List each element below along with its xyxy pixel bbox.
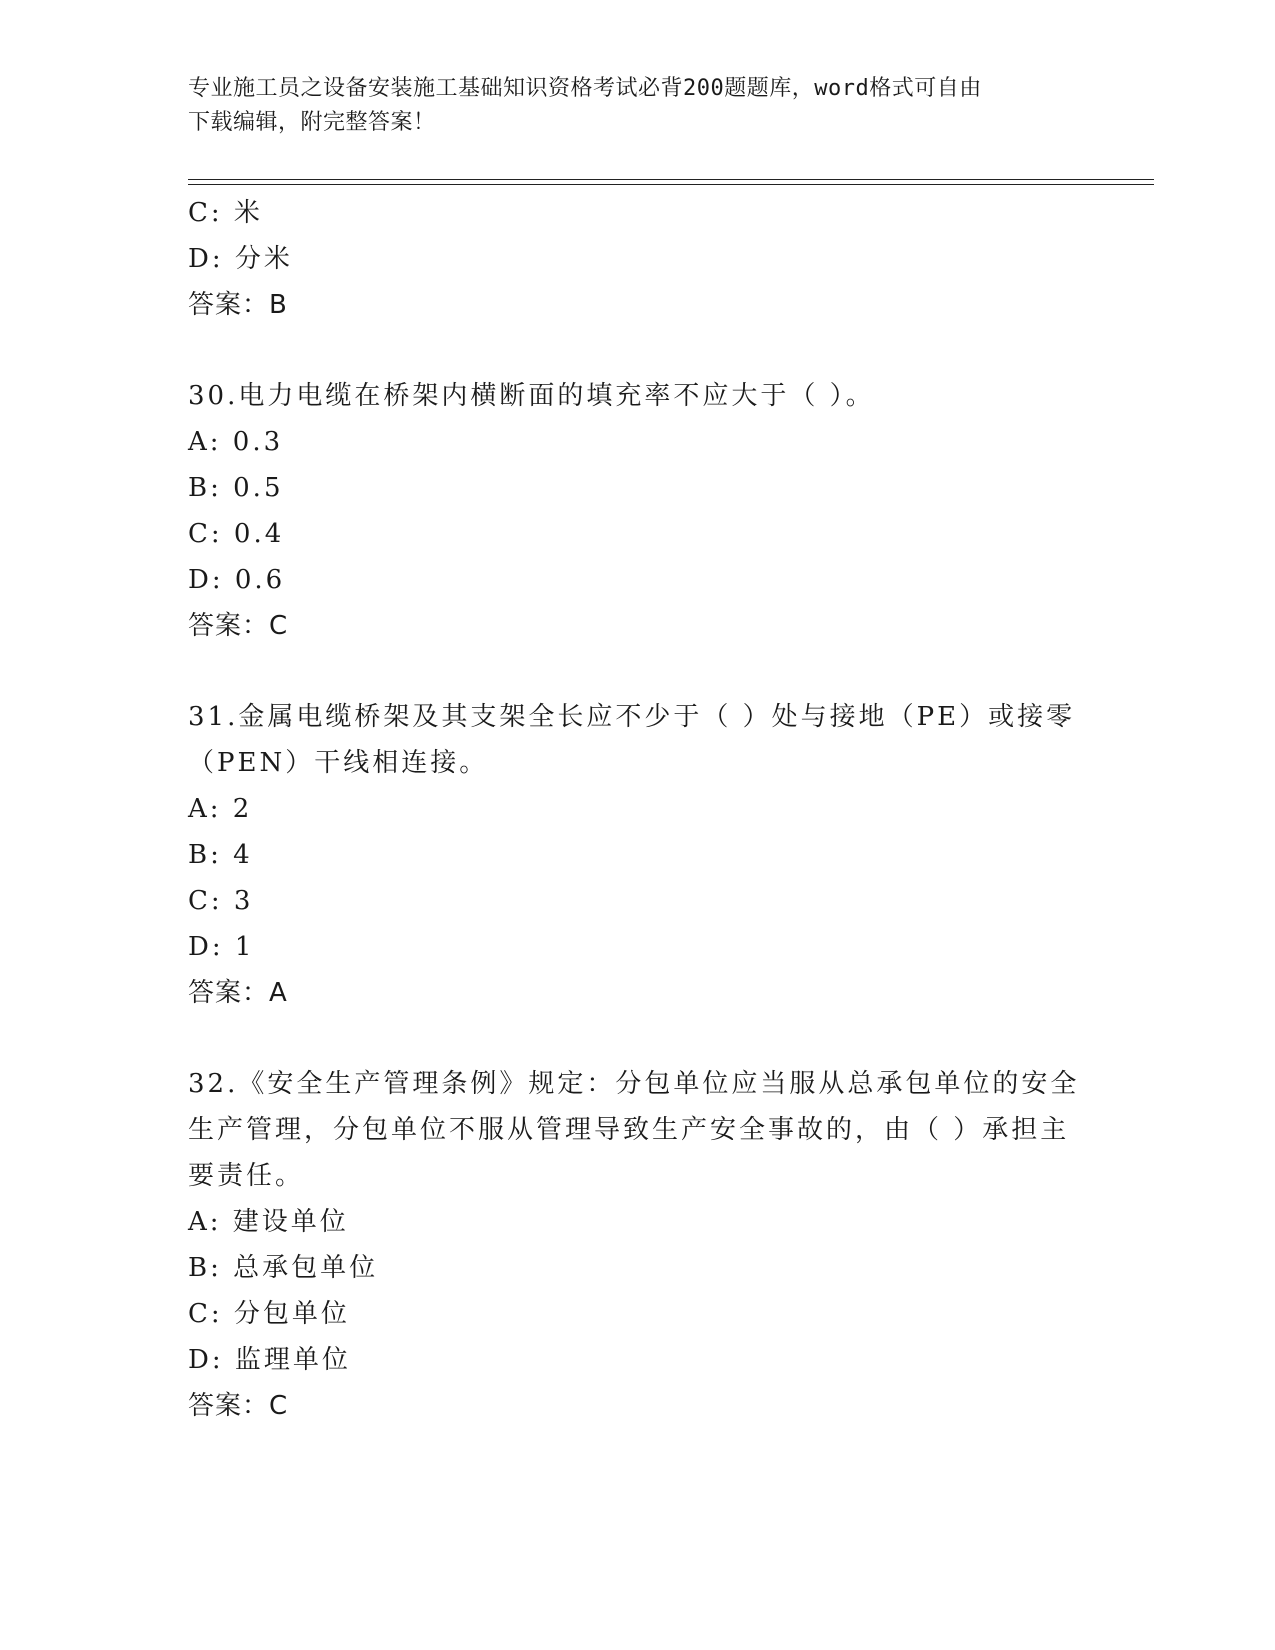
option-b: B: 总承包单位 [188, 1253, 379, 1283]
spacer [188, 328, 1088, 373]
question-text-line: 要责任。 [188, 1161, 305, 1191]
question-31 [188, 694, 1088, 1016]
option-d: D: 分米 [188, 244, 293, 274]
header-line-2: 下载编辑，附完整答案！ [188, 110, 436, 135]
option-a: A: 建设单位 [188, 1207, 349, 1237]
option-a: A: 0.3 [188, 427, 284, 457]
option-c: C: 3 [188, 886, 254, 916]
question-text [188, 373, 1088, 419]
header-line-1: 专业施工员之设备安装施工基础知识资格考试必背200题题库，word格式可自由 [188, 76, 982, 101]
question-text-line: 生产管理，分包单位不服从管理导致生产安全事故的，由（ ）承担主 [188, 1115, 1070, 1145]
answer-line: 答案：C [188, 1391, 289, 1421]
question-30 [188, 373, 1088, 649]
option-b: B: 0.5 [188, 473, 284, 503]
option-d: D: 监理单位 [188, 1345, 351, 1375]
question-list [188, 190, 1088, 1429]
spacer [188, 1016, 1088, 1061]
question-text [188, 694, 1088, 786]
option-c: C: 0.4 [188, 519, 285, 549]
header-divider-top [188, 179, 1154, 180]
option-b: B: 4 [188, 840, 253, 870]
option-d: D: 1 [188, 932, 255, 962]
spacer [188, 649, 1088, 694]
answer-line: 答案：C [188, 611, 289, 641]
question-text [188, 1061, 1088, 1199]
question-text-line: 31.金属电缆桥架及其支架全长应不少于（ ）处与接地（PE）或接零 [188, 702, 1076, 732]
option-c: C: 分包单位 [188, 1299, 350, 1329]
question-text-line: （PEN）干线相连接。 [188, 748, 489, 778]
question-32 [188, 1061, 1088, 1429]
option-a: A: 2 [188, 794, 253, 824]
document-header [188, 72, 1068, 140]
header-divider-bottom [188, 184, 1154, 185]
question-text-line: 30.电力电缆在桥架内横断面的填充率不应大于（ ）。 [188, 381, 875, 411]
option-d: D: 0.6 [188, 565, 286, 595]
option-c: C: 米 [188, 198, 263, 228]
question-text-line: 32.《安全生产管理条例》规定：分包单位应当服从总承包单位的安全 [188, 1069, 1080, 1099]
answer-line: 答案：B [188, 290, 288, 320]
answer-line: 答案：A [188, 978, 288, 1008]
previous-question-tail [188, 190, 1088, 328]
